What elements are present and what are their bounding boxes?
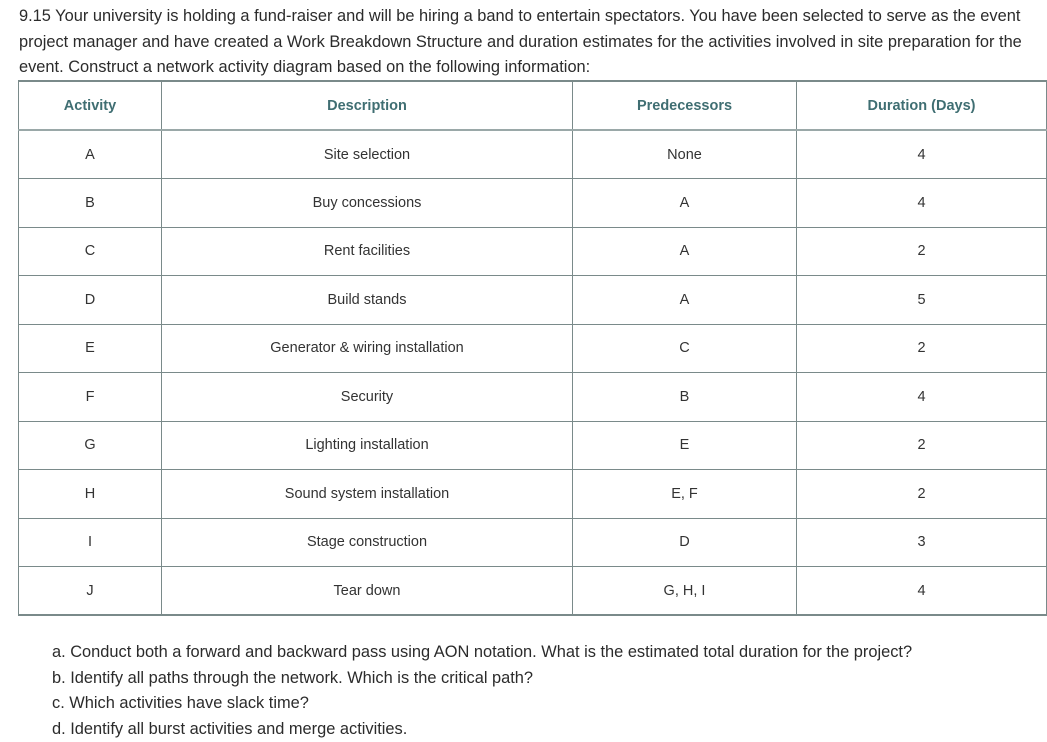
cell-predecessors: E, F	[573, 470, 797, 519]
cell-duration: 2	[797, 421, 1047, 470]
header-description: Description	[162, 81, 573, 130]
table-row	[19, 518, 1047, 567]
cell-predecessors: D	[573, 518, 797, 567]
cell-predecessors: E	[573, 421, 797, 470]
table-row	[19, 276, 1047, 325]
cell-predecessors: G, H, I	[573, 567, 797, 616]
cell-predecessors: A	[573, 227, 797, 276]
question-list	[52, 640, 912, 742]
header-duration: Duration (Days)	[797, 81, 1047, 130]
table-row	[19, 373, 1047, 422]
cell-predecessors: A	[573, 276, 797, 325]
cell-predecessors: None	[573, 130, 797, 179]
cell-description: Rent facilities	[162, 227, 573, 276]
table-row	[19, 421, 1047, 470]
cell-description: Build stands	[162, 276, 573, 325]
cell-activity: I	[19, 518, 162, 567]
cell-duration: 4	[797, 130, 1047, 179]
cell-duration: 3	[797, 518, 1047, 567]
table-row	[19, 324, 1047, 373]
cell-duration: 4	[797, 567, 1047, 616]
activity-table	[18, 80, 1047, 616]
cell-description: Site selection	[162, 130, 573, 179]
table-row	[19, 567, 1047, 616]
cell-duration: 4	[797, 373, 1047, 422]
cell-duration: 4	[797, 179, 1047, 228]
cell-activity: H	[19, 470, 162, 519]
cell-predecessors: A	[573, 179, 797, 228]
cell-description: Lighting installation	[162, 421, 573, 470]
cell-activity: G	[19, 421, 162, 470]
cell-predecessors: B	[573, 373, 797, 422]
cell-activity: A	[19, 130, 162, 179]
cell-description: Stage construction	[162, 518, 573, 567]
question-b: b. Identify all paths through the network. Which is the critical path?	[52, 668, 534, 687]
header-activity: Activity	[19, 81, 162, 130]
cell-description: Generator & wiring installation	[162, 324, 573, 373]
cell-description: Buy concessions	[162, 179, 573, 228]
cell-activity: D	[19, 276, 162, 325]
question-d: d. Identify all burst activities and merge activities.	[52, 719, 408, 738]
header-predecessors: Predecessors	[573, 81, 797, 130]
cell-activity: C	[19, 227, 162, 276]
cell-activity: B	[19, 179, 162, 228]
table-row	[19, 227, 1047, 276]
cell-description: Security	[162, 373, 573, 422]
table-row	[19, 179, 1047, 228]
cell-duration: 2	[797, 324, 1047, 373]
problem-intro: 9.15 Your university is holding a fund-raiser and will be hiring a band to entertain spectators. You have been selected to serve as the event project manager and have created a Work Breakdown Structure and duration estimates for the activities involved in site preparation for the event. Construct a network activity diagram based on the following information:	[19, 7, 1022, 76]
cell-predecessors: C	[573, 324, 797, 373]
cell-description: Tear down	[162, 567, 573, 616]
cell-activity: E	[19, 324, 162, 373]
table-header-row	[19, 81, 1047, 130]
cell-duration: 2	[797, 470, 1047, 519]
cell-activity: J	[19, 567, 162, 616]
question-c: c. Which activities have slack time?	[52, 694, 309, 712]
question-a: a. Conduct both a forward and backward pass using AON notation. What is the estimated total duration for the project?	[52, 643, 913, 661]
cell-activity: F	[19, 373, 162, 422]
table-row	[19, 470, 1047, 519]
cell-duration: 2	[797, 227, 1047, 276]
cell-description: Sound system installation	[162, 470, 573, 519]
cell-duration: 5	[797, 276, 1047, 325]
table-row	[19, 130, 1047, 179]
